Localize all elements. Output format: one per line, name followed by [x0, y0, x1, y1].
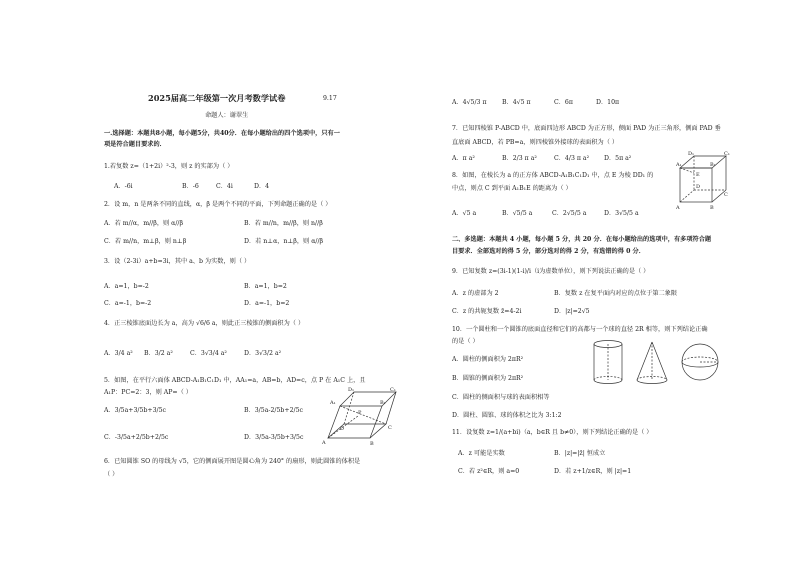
q10-opt-a: A．圆柱的侧面积为 2πR² — [452, 356, 524, 363]
q6-opt-c: C．6π — [554, 99, 573, 106]
solids-figure — [590, 338, 726, 388]
q10-opt-b: B．圆锥的侧面积为 2πR² — [452, 375, 524, 382]
q4-opt-d: D．3√3/2 a² — [244, 350, 282, 357]
q5-opt-d: D．3/5a-3/5b+3/5c — [244, 434, 304, 441]
cube-label-b: B — [710, 205, 714, 211]
label-p: P — [358, 410, 362, 416]
q1-opt-c: C．4i — [216, 183, 233, 190]
q9-opt-c: C．z 的共轭复数 z̄=4-2i — [452, 308, 522, 315]
q5-opt-a: A．3/5a+3/5b+3/5c — [104, 407, 167, 414]
q2-opt-a: A．若 m//α，m//β，则 α//β — [104, 220, 184, 227]
q1-opt-b: B．-6 — [182, 183, 199, 190]
q6-opt-a: A．4√5/3 π — [452, 99, 487, 106]
q3-stem: 3．设（2-3i）a+b=3i，其中 a、b 为实数，则（ ） — [104, 258, 251, 265]
q2-opt-b: B．若 m//n，m//β，则 n//β — [244, 220, 323, 227]
q10-opt-c: C．圆柱的侧面积与球的表面积相等 — [452, 394, 550, 401]
cube-label-a: A — [676, 205, 680, 211]
q11-stem: 11．设复数 z=1/(a+bi)（a，b∈R 且 b≠0），则下列结论正确的是（ ） — [452, 429, 653, 436]
exam-date: 9.17 — [323, 95, 337, 102]
q9-opt-a: A．z 的虚部为 2 — [452, 290, 499, 297]
q9-opt-d: D．|z|=2√5 — [554, 308, 590, 315]
q10-stem2: 的是（ ） — [452, 338, 479, 345]
q4-stem: 4．正三棱锥底面边长为 a，高为 √6/6 a，则此正三棱锥的侧面积为（ ） — [104, 320, 305, 327]
q7-stem2: 直底面 ABCD，若 PB=a，则四棱锥外接球的表面积为（ ） — [452, 139, 619, 146]
q5-opt-b: B．3/5a-2/5b+2/5c — [244, 407, 303, 414]
cube-label-c1: C₁ — [724, 151, 730, 157]
q11-opt-b: B．|z|=|z̄| 恒成立 — [554, 450, 606, 457]
q8-opt-c: C．2√5/5 a — [552, 210, 587, 217]
q4-opt-a: A．3/4 a² — [104, 350, 133, 357]
page-title: 2025届高二年级第一次月考数学试卷 — [148, 93, 286, 103]
q5-stem2: A₁P：PC=2：3，则 AP=（ ） — [104, 389, 192, 396]
q6-opt-b: B．4√5 π — [502, 99, 531, 106]
section1-heading: 一.选择题：本题共8小题，每小题5分，共40分．在每小题给出的四个选项中，只有一 — [104, 130, 340, 137]
q5-stem: 5．如图，在平行六面体 ABCD-A₁B₁C₁D₁ 中，AA₁=a，AB=b，AD=c，点 P 在 A₁C 上，且 — [104, 377, 366, 384]
label-c1: C₁ — [390, 387, 396, 393]
cube-label-e: E — [696, 172, 700, 178]
cube-label-a1: A₁ — [676, 162, 682, 168]
q7-opt-b: B．2/3 π a² — [502, 155, 537, 162]
q2-stem: 2．设 m，n 是两条不同的直线，α，β 是两个不同的平面，下列命题正确的是（ ） — [104, 201, 332, 208]
cube-label-c: C — [724, 192, 728, 198]
label-a: A — [322, 440, 326, 446]
label-b1: B₁ — [380, 400, 386, 406]
q1-opt-d: D．4 — [254, 183, 270, 190]
q11-opt-d: D．若 z+1/z∈R，则 |z|=1 — [554, 468, 632, 475]
q8-opt-a: A．√5 a — [452, 210, 477, 217]
q9-stem: 9．已知复数 z=(3i-1)(1-i)/i（i为虚数单位），则下列说法正确的是（ ） — [452, 268, 650, 275]
q3-opt-a: A．a=1，b=-2 — [104, 283, 149, 290]
q1-stem: 1.若复数 z=（1+2i）²-3，则 z 的实部为（ ） — [104, 163, 234, 170]
q6-stem2: （ ） — [104, 471, 119, 478]
cube-label-d1: D₁ — [688, 151, 695, 157]
q10-opt-d: D．圆柱、圆锥、球的体积之比为 3:1:2 — [452, 412, 562, 419]
q8-stem2: 中点，则点 C 到平面 A₁B₁E 的距离为（ ） — [452, 185, 572, 192]
label-d1: D₁ — [348, 387, 355, 393]
cube-label-b1: B₁ — [710, 162, 716, 168]
q6-stem: 6．已知圆锥 SO 的母线为 √5，它的侧面展开图是圆心角为 240° 的扇形，则此圆锥的体积是 — [104, 458, 361, 465]
cube-figure — [676, 150, 730, 212]
q7-opt-c: C．4/3 π a² — [554, 155, 590, 162]
q2-opt-d: D．若 n⊥α，n⊥β，则 α//β — [244, 238, 324, 245]
label-b: B — [370, 441, 374, 447]
cube-label-d: D — [696, 184, 701, 190]
q4-opt-c: C．3√3/4 a² — [190, 350, 227, 357]
q8-opt-d: D．3√5/5 a — [604, 210, 639, 217]
q1-opt-a: A．-6i — [114, 183, 133, 190]
label-d: D — [340, 426, 345, 432]
parallelepiped-figure — [318, 386, 398, 448]
q7-opt-d: D．5π a² — [604, 155, 632, 162]
q3-opt-c: C．a=-1，b=-2 — [104, 300, 152, 307]
q10-stem: 10．一个圆柱和一个圆锥的底面直径和它们的高都与一个球的直径 2R 相等，则下列结论正确 — [452, 326, 708, 333]
section1-heading2: 项是符合题目要求的． — [104, 141, 166, 148]
q2-opt-c: C．若 m//n，m⊥β，则 n⊥β — [104, 238, 187, 245]
q11-opt-a: A．z 可能是实数 — [458, 450, 505, 457]
q5-opt-c: C．-3/5a+2/5b+2/5c — [104, 434, 169, 441]
q4-opt-b: B．3/2 a² — [144, 350, 173, 357]
q6-opt-d: D．10π — [596, 99, 620, 106]
author: 命题人：谢翠生 — [205, 112, 249, 119]
q7-stem: 7．已知四棱锥 P-ABCD 中，底面四边形 ABCD 为正方形，侧面 PAD 为正三角形，侧面 PAD 垂 — [452, 125, 721, 132]
section2-heading2: 目要求．全部选对的得 5 分，部分选对的得 2 分，有选错的得 0 分． — [452, 248, 645, 255]
q9-opt-b: B．复数 z 在复平面内对应的点位于第二象限 — [554, 290, 678, 297]
section2-heading: 二、多选题：本题共 4 小题，每小题 5 分，共 20 分．在每小题给出的选项中，有多项符合题 — [452, 236, 712, 243]
q7-opt-a: A．π a² — [452, 155, 475, 162]
q11-opt-c: C．若 z²∈R，则 a=0 — [458, 468, 520, 475]
q3-opt-d: D．a=-1，b=2 — [244, 300, 290, 307]
q8-stem: 8．如图，在棱长为 a 的正方体 ABCD-A₁B₁C₁D₁ 中，点 E 为棱 DD₁ 的 — [452, 172, 654, 179]
q3-opt-b: B．a=1，b=2 — [244, 283, 287, 290]
q8-opt-b: B．√5/5 a — [502, 210, 533, 217]
label-c: C — [388, 425, 392, 431]
label-a1: A₁ — [330, 400, 336, 406]
